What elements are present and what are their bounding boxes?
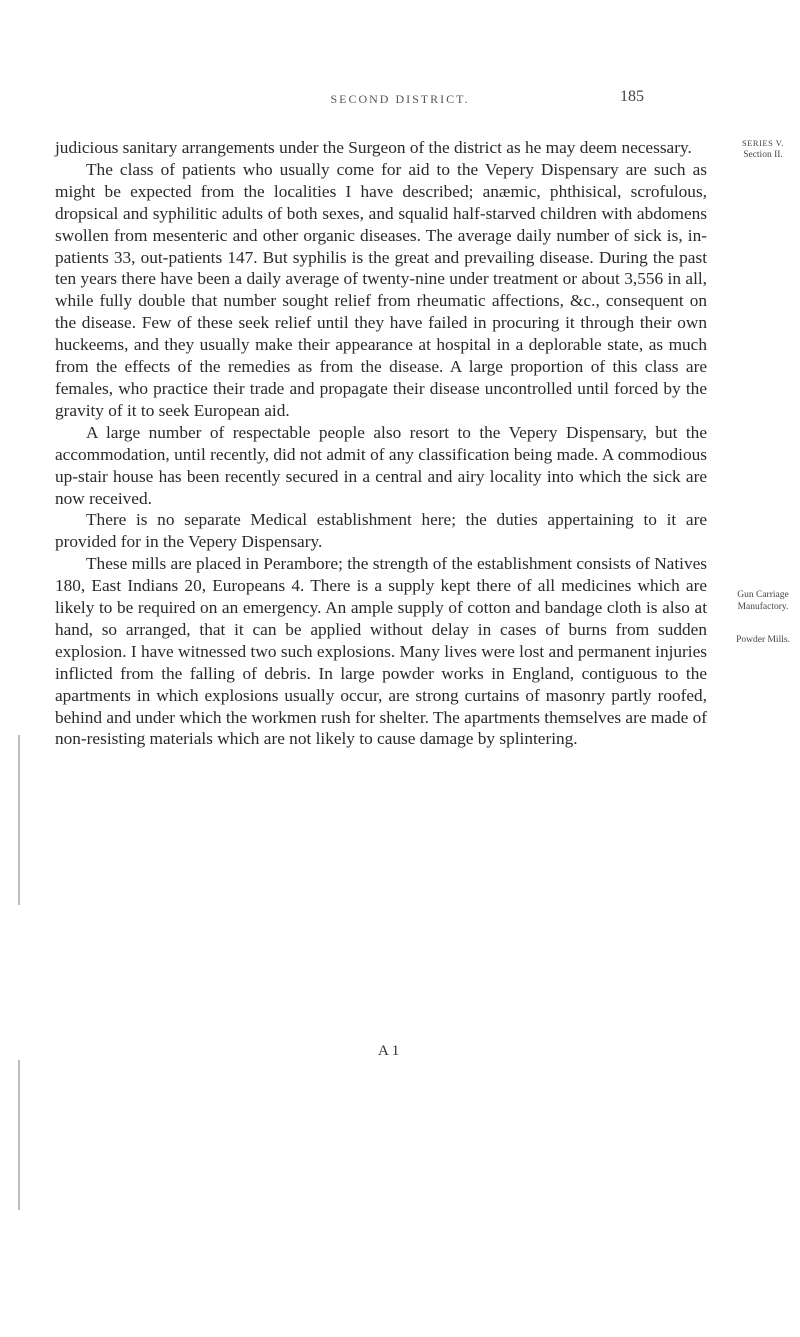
sidenote-powder-mills-label: Powder Mills. bbox=[736, 635, 790, 645]
paragraph-1: judicious sanitary arrangements under the Surgeon of the district as he may deem necessary. bbox=[55, 138, 692, 157]
paragraph-3: A large number of respectable people also resort to the Vepery Dispensary, but the accommodation, until recently, did not admit of any classification being made. A commodious up-stair house has been recently secured in a central and airy locality into which the sick are now received. bbox=[55, 422, 707, 508]
sidenote-gun-carriage-line1: Gun Carriage bbox=[737, 590, 789, 600]
page-edge-mark-lower bbox=[18, 1060, 20, 1210]
signature-mark: A 1 bbox=[378, 1043, 400, 1059]
sidenote-section-label: Section II. bbox=[743, 150, 783, 160]
sidenote-gun-carriage bbox=[726, 589, 800, 613]
running-head bbox=[0, 88, 800, 112]
paragraph-4: There is no separate Medical establishment here; the duties appertaining to it are provided for in the Vepery Dispensary. bbox=[55, 510, 707, 552]
sidenote-series-label: SERIES V. bbox=[742, 138, 784, 148]
page-number: 185 bbox=[620, 88, 644, 105]
running-title: SECOND DISTRICT. bbox=[330, 92, 470, 106]
paragraph-2: The class of patients who usually come for aid to the Vepery Dispensary are such as might be expected from the localities I have described; anæmic, phthisical, scrofulous, dropsical and syphilitic adults of both sexes, and squalid half-starved children with abdomens swollen from mesenteric and other organic diseases. The average daily number of sick is, in-patients 33, out-patients 147. But syphilis is the great and prevailing disease. During the past ten years there have been a daily average of twenty-nine under treatment or about 3,556 in all, while fully double that number sought relief from rheumatic affections, &c., consequent on the disease. Few of these seek relief until they have failed in procuring it through their own huckeems, and they usually make their appearance at hospital in a deplorable state, as much from the effects of the remedies as from the disease. A large proportion of this class are females, who practice their trade and propagate their disease uncontrolled until forced by the gravity of it to seek European aid. bbox=[55, 159, 707, 420]
page-edge-mark bbox=[18, 735, 20, 905]
paragraph-5: These mills are placed in Perambore; the strength of the establishment consists of Natives 180, East Indians 20, Europeans 4. There is a supply kept there of all medicines which are likely to be required on an emergency. An ample supply of cotton and bandage cloth is also at hand, so arranged, that it can be applied without delay in cases of burns from sudden explosion. I have witnessed two such explosions. Many lives were lost and permanent injuries inflicted from the falling of debris. In large powder works in England, contiguous to the apartments in which explosions usually occur, are strong curtains of masonry partly roofed, behind and under which the workmen rush for shelter. The apartments themselves are made of non-resisting materials which are not likely to cause damage by splintering. bbox=[55, 554, 707, 749]
sidenote-gun-carriage-line2: Manufactory. bbox=[737, 602, 789, 612]
body-text bbox=[55, 137, 707, 750]
sidenote-series bbox=[726, 137, 800, 161]
sidenote-powder-mills bbox=[726, 634, 800, 646]
